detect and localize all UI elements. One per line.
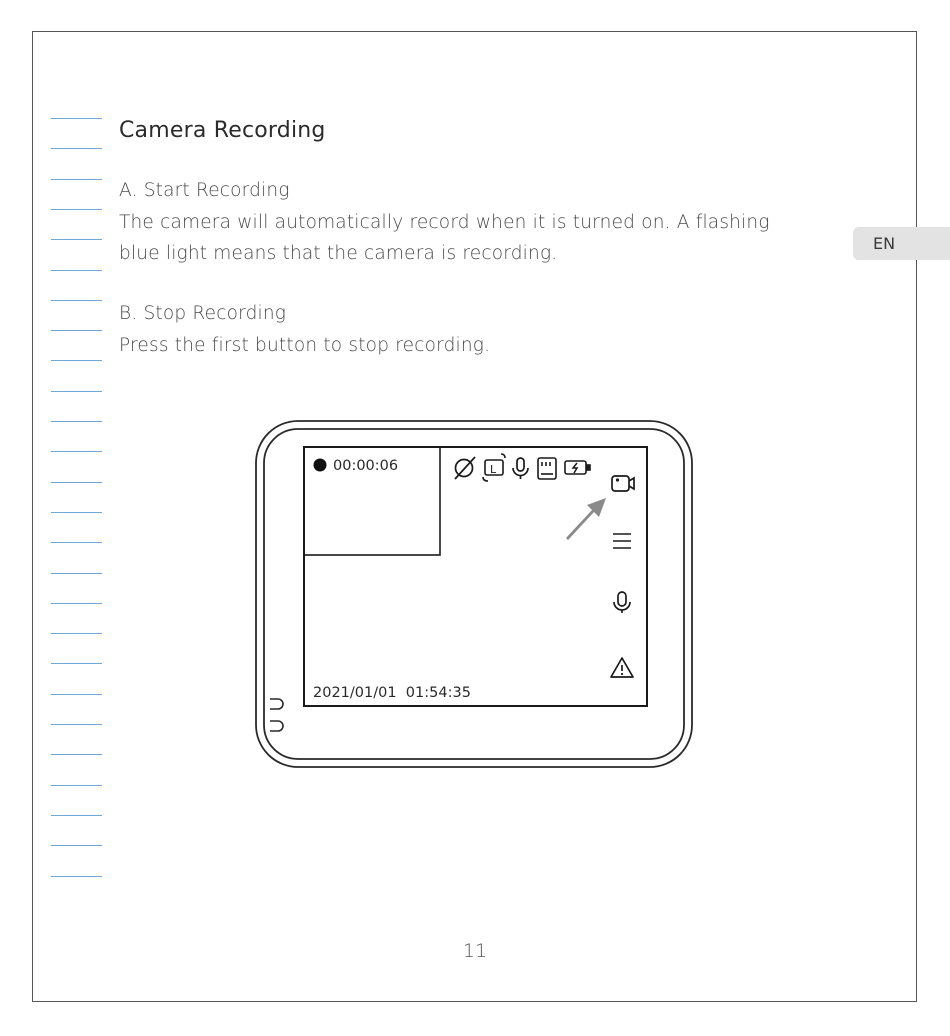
side-buttons[interactable] [270, 699, 283, 731]
svg-text:L: L [490, 463, 497, 476]
section-title: Camera Recording [119, 118, 326, 143]
start-recording-line-1: The camera will automatically record when it is turned on. A flashing [119, 212, 770, 233]
stop-recording-line-1: Press the first button to stop recording. [119, 335, 491, 356]
camera-screen [304, 447, 647, 706]
recording-dot-icon [314, 459, 327, 472]
start-recording-heading: A. Start Recording [119, 180, 290, 201]
start-recording-line-2: blue light means that the camera is recording. [119, 243, 558, 264]
page-number: 11 [462, 940, 488, 962]
recording-time: 00:00:06 [333, 458, 399, 474]
language-tab[interactable]: EN [853, 227, 950, 260]
screen-datetime: 2021/01/01 01:54:35 [313, 685, 471, 701]
stop-recording-heading: B. Stop Recording [119, 303, 287, 324]
